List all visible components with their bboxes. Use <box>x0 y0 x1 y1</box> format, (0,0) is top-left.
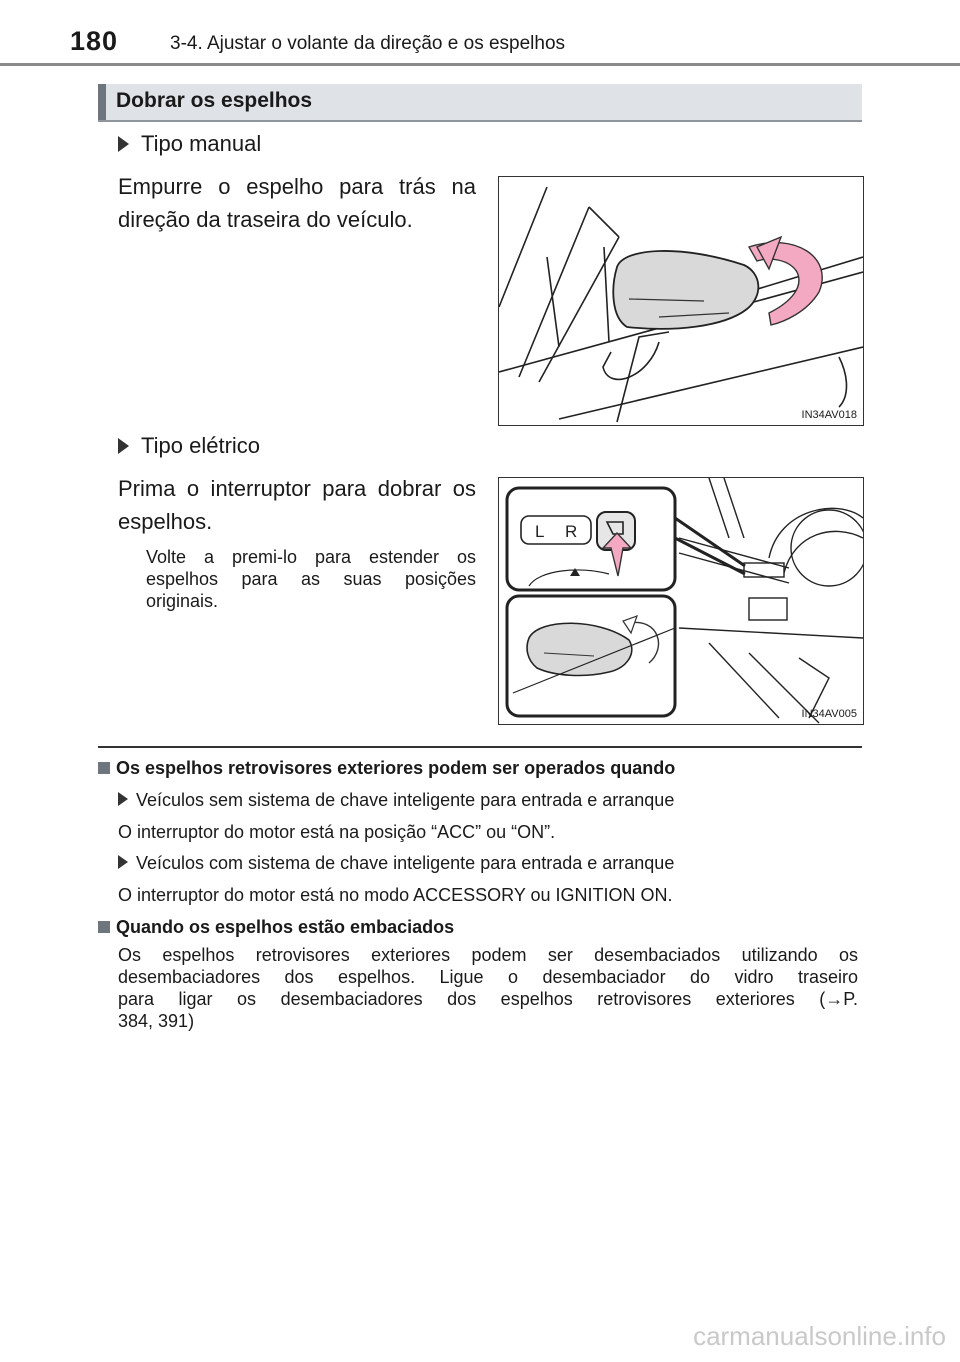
fogged-body <box>118 944 858 1032</box>
electric-switch-illustration <box>499 478 863 724</box>
electric-note-line2: espelhos para as suas posições <box>146 569 476 589</box>
case2-label-text: Veículos com sistema de chave inteligente para entrada e arranque <box>136 853 675 873</box>
fogged-heading-text: Quando os espelhos estão embaciados <box>116 917 455 937</box>
watermark: carmanualsonline.info <box>693 1321 946 1351</box>
case2-text: O interruptor do motor está no modo ACCESSORY ou IGNITION ON. <box>118 885 673 905</box>
manual-instruction-line1: Empurre o espelho para trás na <box>118 174 476 199</box>
section-title: Dobrar os espelhos <box>116 89 313 112</box>
page-header <box>0 0 960 66</box>
manual-type-label <box>118 131 261 157</box>
manual-mirror-illustration <box>499 177 863 425</box>
case2-label <box>118 852 674 874</box>
operated-heading-text: Os espelhos retrovisores exteriores podem ser operados quando <box>116 758 676 778</box>
square-bullet-icon <box>98 921 110 933</box>
bullet-arrow-icon <box>118 855 128 869</box>
section-accent <box>98 84 106 120</box>
figure-code-electric: IN34AV005 <box>801 708 857 720</box>
electric-instruction-line1: Prima o interruptor para dobrar os <box>118 476 476 501</box>
figure-electric-switch <box>498 477 864 725</box>
page-number: 180 <box>70 26 119 56</box>
section-heading-bar <box>98 84 862 122</box>
electric-instruction-line2: espelhos. <box>118 509 213 534</box>
fogged-line1: Os espelhos retrovisores exteriores podem ser desembaciados utilizando os <box>118 945 858 965</box>
electric-type-label <box>118 433 260 459</box>
section-divider <box>98 746 862 748</box>
case1-label-text: Veículos sem sistema de chave inteligente para entrada e arranque <box>136 790 675 810</box>
electric-note-line3: originais. <box>146 591 219 611</box>
header-rule <box>0 63 960 66</box>
figure-code-manual: IN34AV018 <box>801 409 857 421</box>
square-bullet-icon <box>98 762 110 774</box>
fogged-heading <box>98 917 454 938</box>
electric-note-line1: Volte a premi-lo para estender os <box>146 547 476 567</box>
fogged-line4: 384, 391) <box>118 1011 195 1031</box>
electric-note <box>146 546 476 612</box>
bullet-arrow-icon <box>118 438 129 454</box>
switch-left-label: L <box>535 522 545 541</box>
figure-manual-mirror <box>498 176 864 426</box>
operated-heading <box>98 758 675 779</box>
manual-type-text: Tipo manual <box>141 131 262 156</box>
fogged-line3: para ligar os desembaciadores dos espelhos retrovisores exteriores (→P. <box>118 989 858 1009</box>
chapter-title: 3-4. Ajustar o volante da direção e os espelhos <box>170 33 566 54</box>
switch-right-label: R <box>565 522 578 541</box>
case1-label <box>118 789 674 811</box>
electric-type-text: Tipo elétrico <box>141 433 261 458</box>
manual-instruction <box>118 170 476 236</box>
bullet-arrow-icon <box>118 792 128 806</box>
case1-text: O interruptor do motor está na posição “ACC” ou “ON”. <box>118 822 556 842</box>
electric-instruction <box>118 472 476 538</box>
manual-instruction-line2: direção da traseira do veículo. <box>118 207 413 232</box>
fogged-line2: desembaciadores dos espelhos. Ligue o desembaciador do vidro traseiro <box>118 967 858 987</box>
bullet-arrow-icon <box>118 136 129 152</box>
